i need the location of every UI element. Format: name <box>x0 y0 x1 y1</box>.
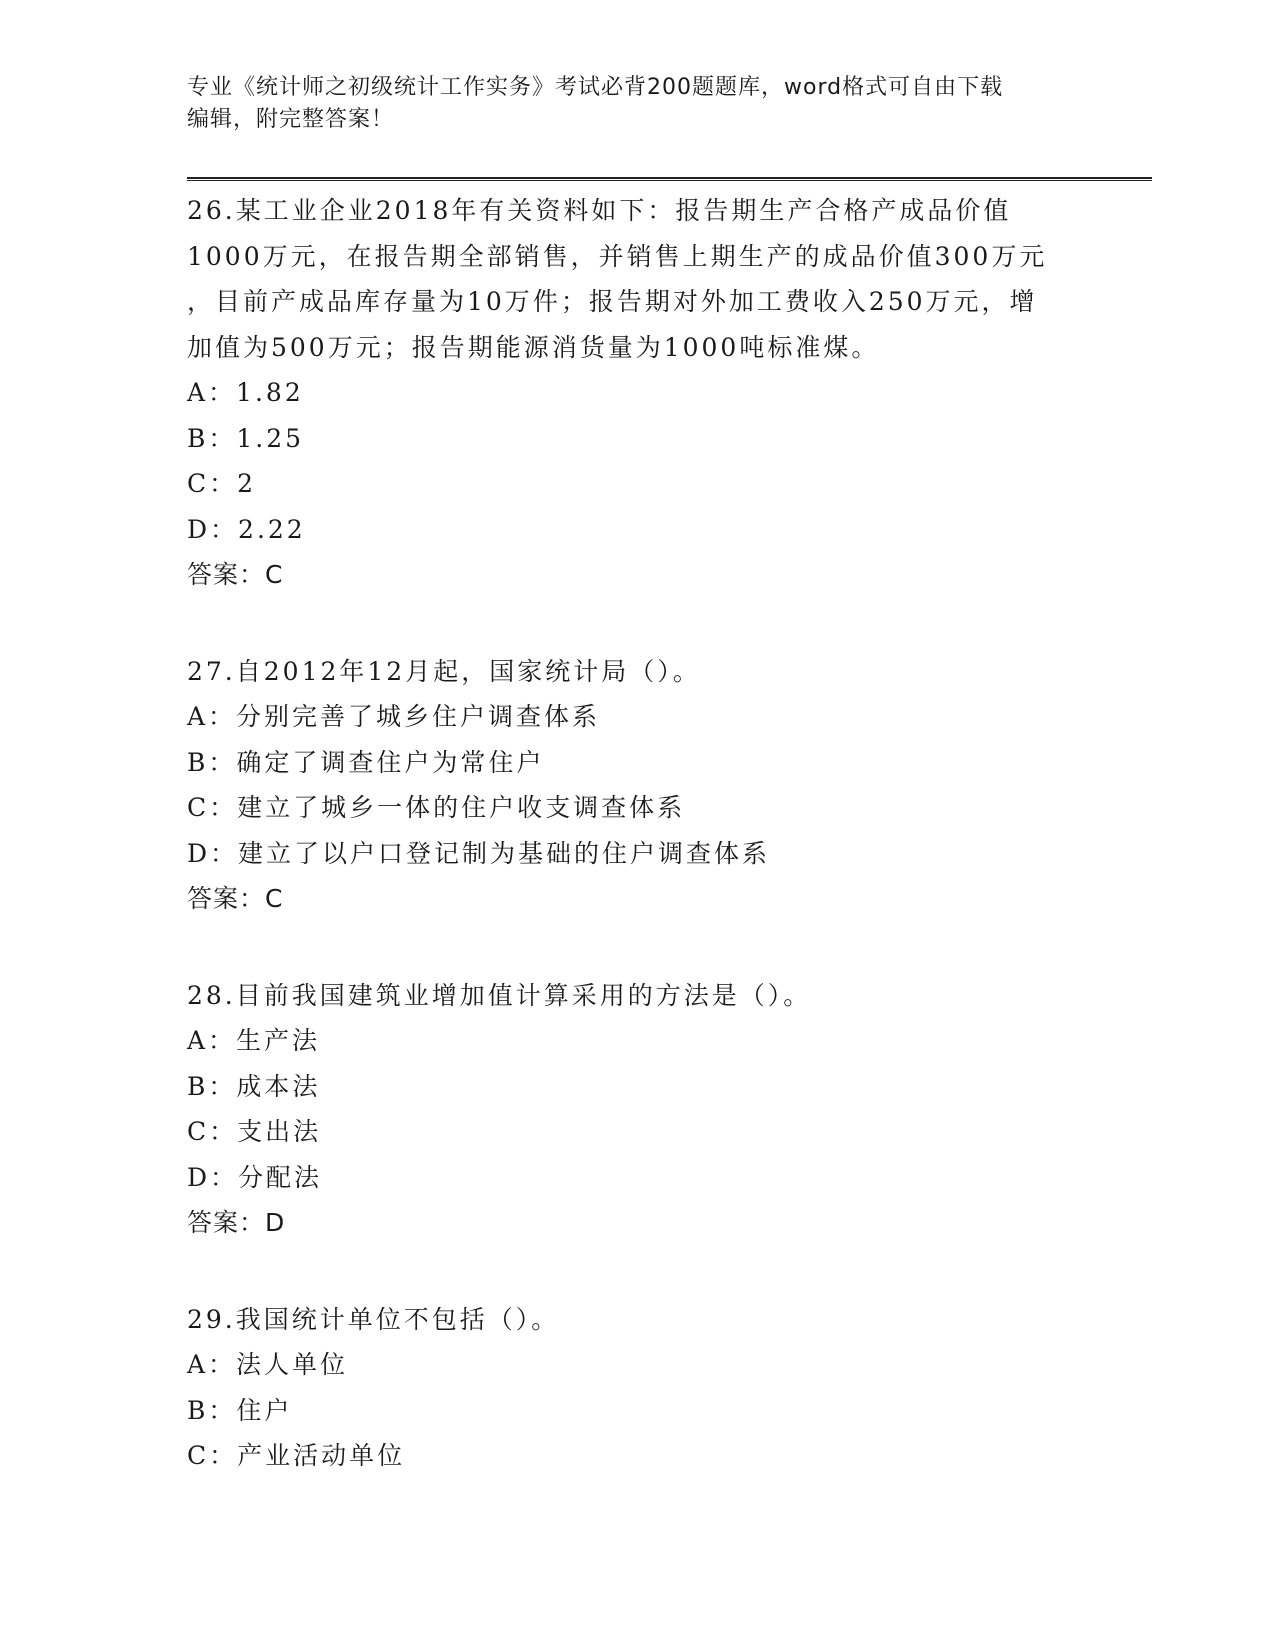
question-list <box>187 188 1087 1530</box>
option-b: B：确定了调查住户为常住户 <box>187 747 545 777</box>
option-d: D：分配法 <box>187 1162 323 1192</box>
option-a: A：法人单位 <box>187 1350 349 1379</box>
question-stem-line: 29.我国统计单位不包括（）。 <box>187 1304 560 1334</box>
option-a: A：生产法 <box>187 1026 321 1055</box>
question-26 <box>187 188 1087 598</box>
question-29 <box>187 1297 1087 1479</box>
question-stem-line: ，目前产成品库存量为10万件；报告期对外加工费收入250万元，增 <box>187 287 1038 316</box>
answer-line: 答案：D <box>187 1208 286 1237</box>
option-a: A：分别完善了城乡住户调查体系 <box>187 702 601 731</box>
question-28 <box>187 973 1087 1246</box>
question-stem-line: 28.目前我国建筑业增加值计算采用的方法是（）。 <box>187 980 812 1010</box>
header-divider <box>187 177 1152 181</box>
option-a: A：1.82 <box>187 378 304 407</box>
document-header <box>187 72 1087 136</box>
option-b: B：住户 <box>187 1395 293 1425</box>
question-stem-line: 加值为500万元；报告期能源消货量为1000吨标准煤。 <box>187 332 880 362</box>
answer-line: 答案：C <box>187 560 284 589</box>
option-d: D：建立了以户口登记制为基础的住户调查体系 <box>187 838 771 868</box>
option-c: C：2 <box>187 469 257 498</box>
header-line-2: 编辑，附完整答案！ <box>187 107 395 132</box>
option-c: C：产业活动单位 <box>187 1441 406 1470</box>
question-stem-line: 26.某工业企业2018年有关资料如下：报告期生产合格产成品价值 <box>187 196 1012 225</box>
option-c: C：支出法 <box>187 1117 322 1146</box>
option-d: D：2.22 <box>187 514 306 544</box>
option-b: B：成本法 <box>187 1071 321 1101</box>
option-c: C：建立了城乡一体的住户收支调查体系 <box>187 793 686 822</box>
question-27 <box>187 649 1087 922</box>
header-line-1: 专业《统计师之初级统计工作实务》考试必背200题题库，word格式可自由下载 <box>187 75 1004 100</box>
question-stem-line: 1000万元，在报告期全部销售，并销售上期生产的成品价值300万元 <box>187 241 1048 271</box>
answer-line: 答案：C <box>187 884 284 913</box>
question-stem-line: 27.自2012年12月起，国家统计局（）。 <box>187 656 701 686</box>
option-b: B：1.25 <box>187 423 305 453</box>
